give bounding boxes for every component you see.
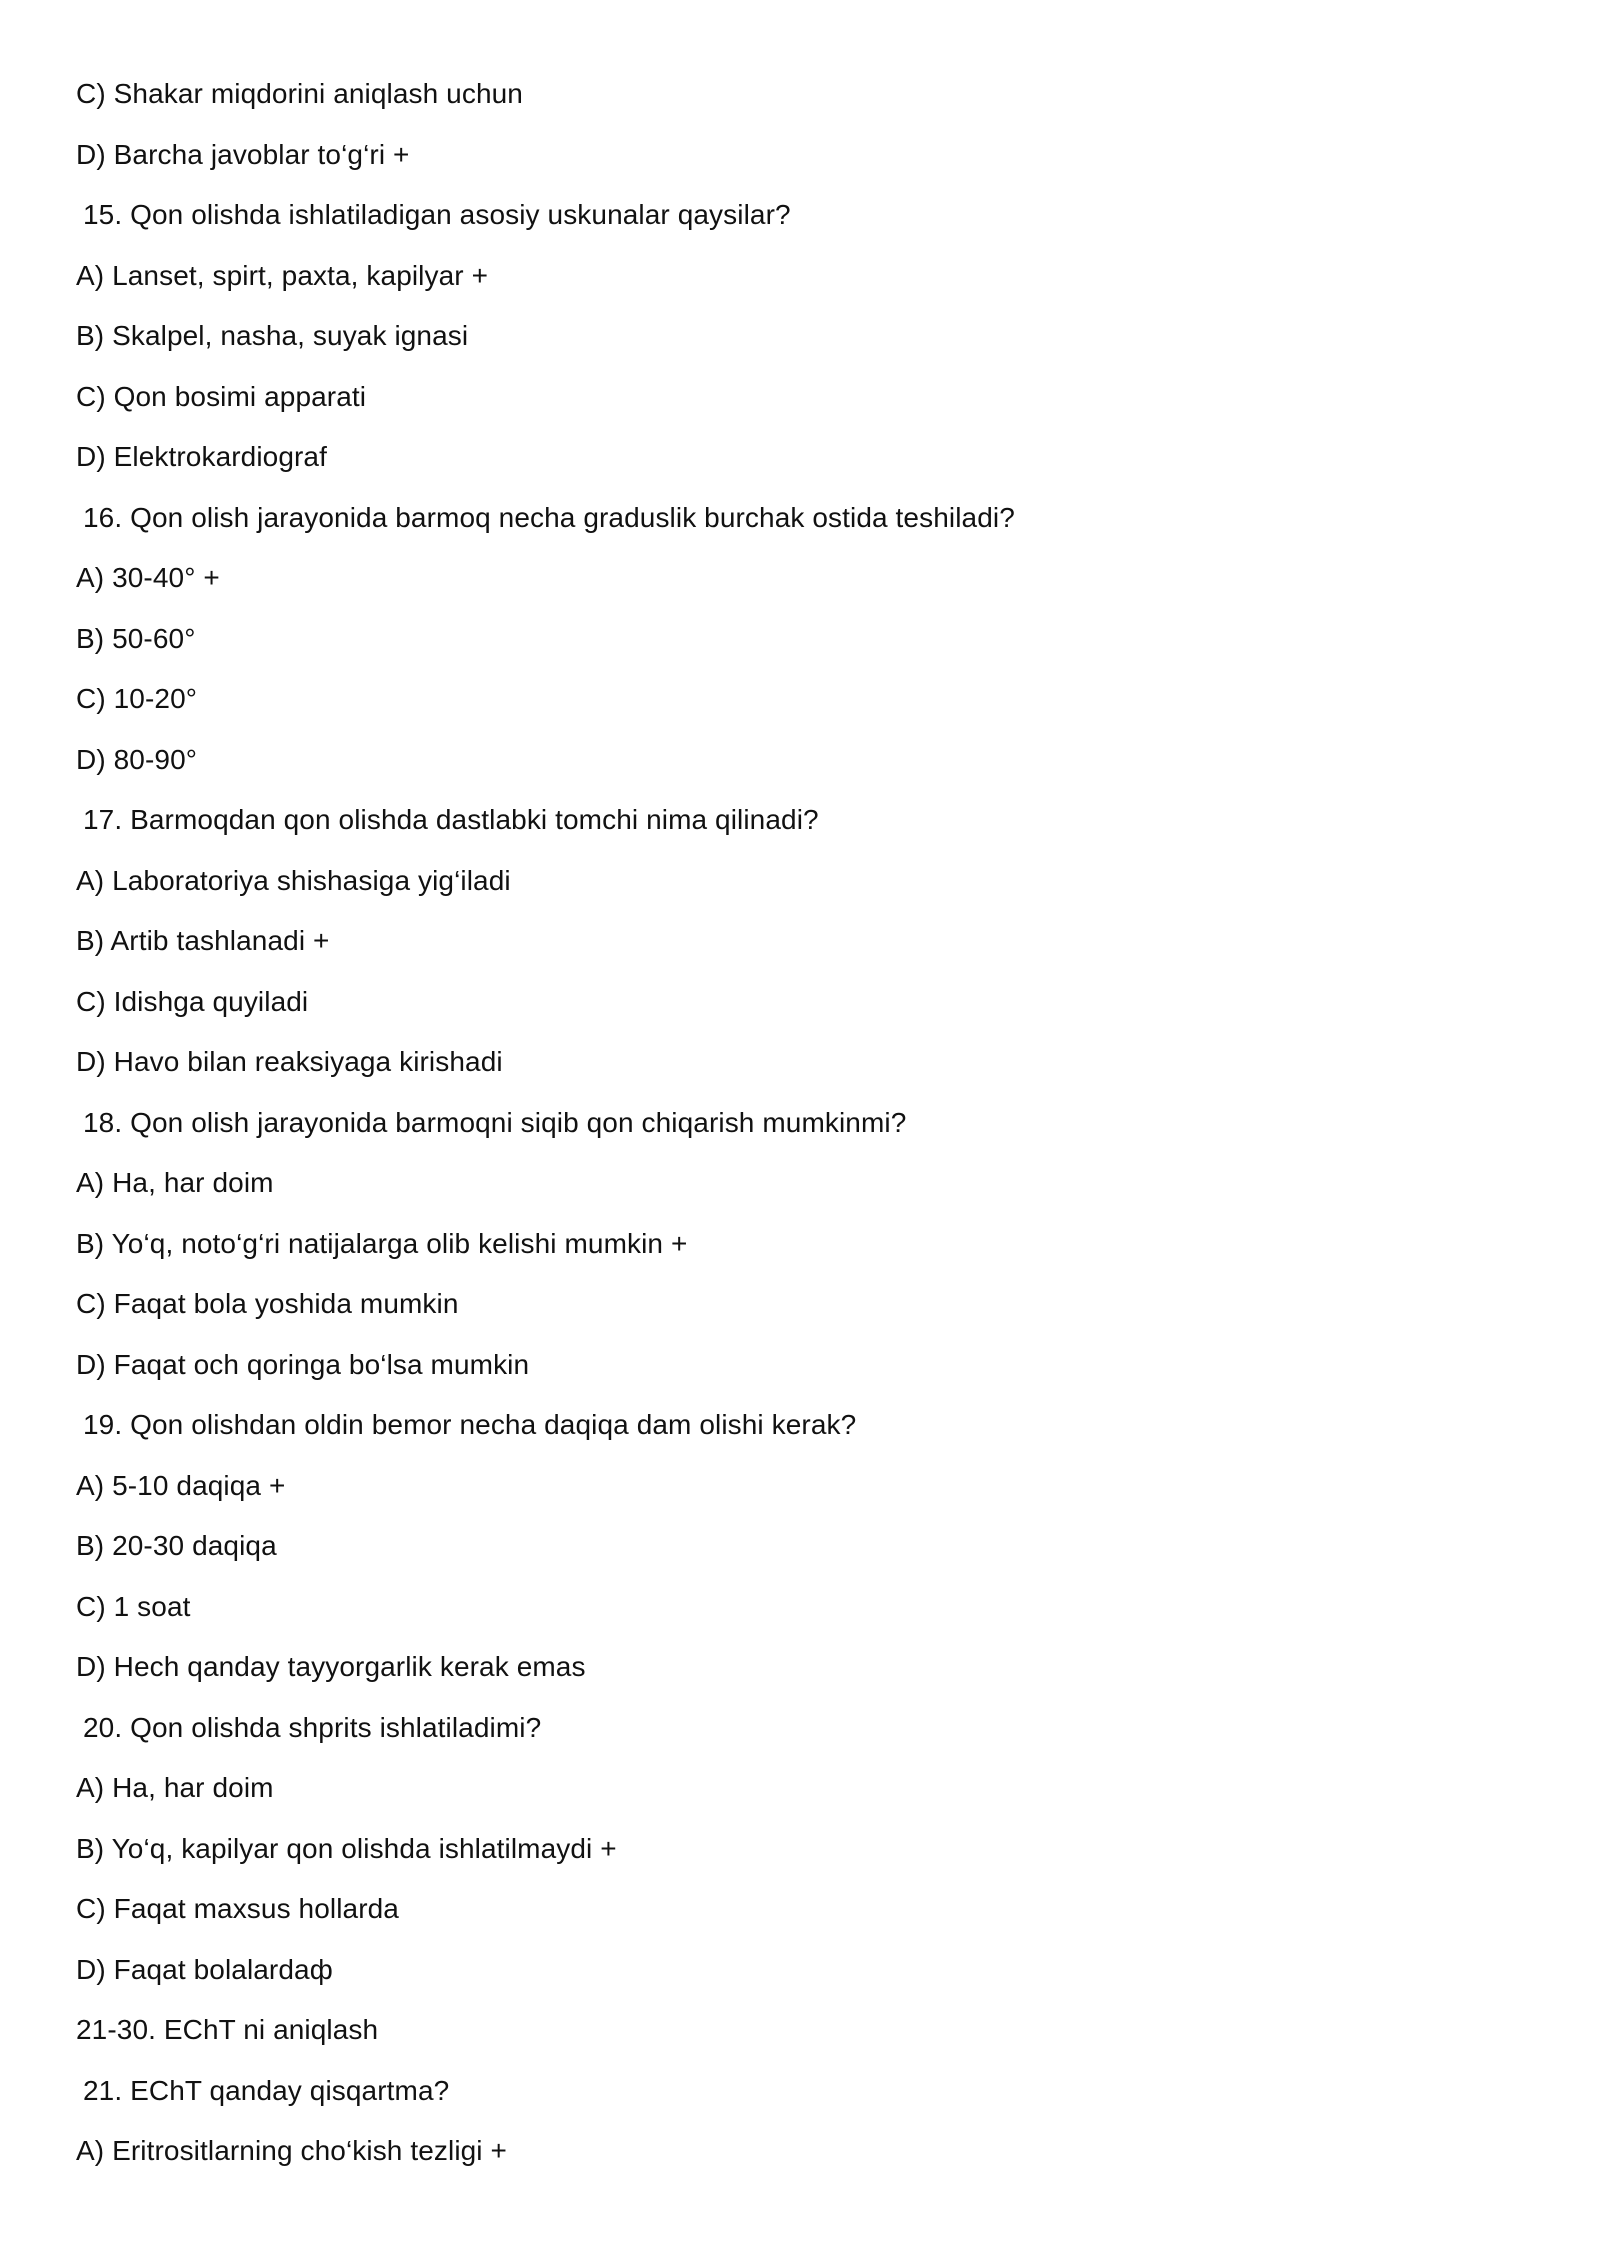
answer-option: A) Ha, har doim [76, 1167, 274, 1198]
answer-option: D) Barcha javoblar to‘g‘ri + [76, 138, 410, 170]
answer-option: A) Eritrositlarning cho‘kish tezligi + [76, 2135, 507, 2166]
answer-option: B) 50-60° [76, 622, 196, 654]
answer-option: C) Shakar miqdorini aniqlash uchun [76, 78, 523, 109]
answer-option: A) Ha, har doim [76, 1772, 274, 1803]
question-text: 17. Barmoqdan qon olishda dastlabki tomchi nima qilinadi? [83, 804, 819, 835]
answer-option: B) Artib tashlanadi + [76, 925, 330, 956]
answer-option: A) Laboratoriya shishasiga yig‘iladi [76, 864, 511, 896]
answer-option: D) Faqat bolalardaф [76, 1953, 333, 1985]
question-text: 21. EChT qanday qisqartma? [83, 2074, 450, 2106]
question-text: 19. Qon olishdan oldin bemor necha daqiqa dam olishi kerak? [83, 1409, 857, 1440]
answer-option: C) 1 soat [76, 1590, 191, 1622]
answer-option: C) Qon bosimi apparati [76, 380, 367, 412]
answer-option: C) Idishga quyiladi [76, 985, 309, 1017]
answer-option: B) Yo‘q, noto‘g‘ri natijalarga olib kelishi mumkin + [76, 1227, 688, 1259]
answer-option: B) Yo‘q, kapilyar qon olishda ishlatilmaydi + [76, 1832, 617, 1864]
answer-option: D) Havo bilan reaksiyaga kirishadi [76, 1046, 503, 1077]
section-heading: 21-30. EChT ni aniqlash [76, 2014, 379, 2045]
answer-option: A) 30-40° + [76, 562, 220, 593]
answer-option: B) 20-30 daqiqa [76, 1530, 277, 1561]
answer-option: C) Faqat maxsus hollarda [76, 1893, 399, 1924]
answer-option: D) Faqat och qoringa bo‘lsa mumkin [76, 1348, 530, 1380]
question-text: 16. Qon olish jarayonida barmoq necha graduslik burchak ostida teshiladi? [83, 501, 1015, 533]
answer-option: B) Skalpel, nasha, suyak ignasi [76, 320, 469, 351]
answer-option: A) 5-10 daqiqa + [76, 1469, 286, 1501]
answer-option: D) Elektrokardiograf [76, 441, 327, 472]
question-text: 20. Qon olishda shprits ishlatiladimi? [83, 1711, 542, 1743]
answer-option: C) 10-20° [76, 683, 198, 714]
document-body [76, 72, 1526, 2190]
answer-option: A) Lanset, spirt, paxta, kapilyar + [76, 259, 489, 291]
question-text: 15. Qon olishda ishlatiladigan asosiy uskunalar qaysilar? [83, 199, 791, 230]
answer-option: D) Hech qanday tayyorgarlik kerak emas [76, 1651, 586, 1682]
answer-option: D) 80-90° [76, 743, 198, 775]
question-text: 18. Qon olish jarayonida barmoqni siqib qon chiqarish mumkinmi? [83, 1106, 907, 1138]
answer-option: C) Faqat bola yoshida mumkin [76, 1288, 459, 1319]
